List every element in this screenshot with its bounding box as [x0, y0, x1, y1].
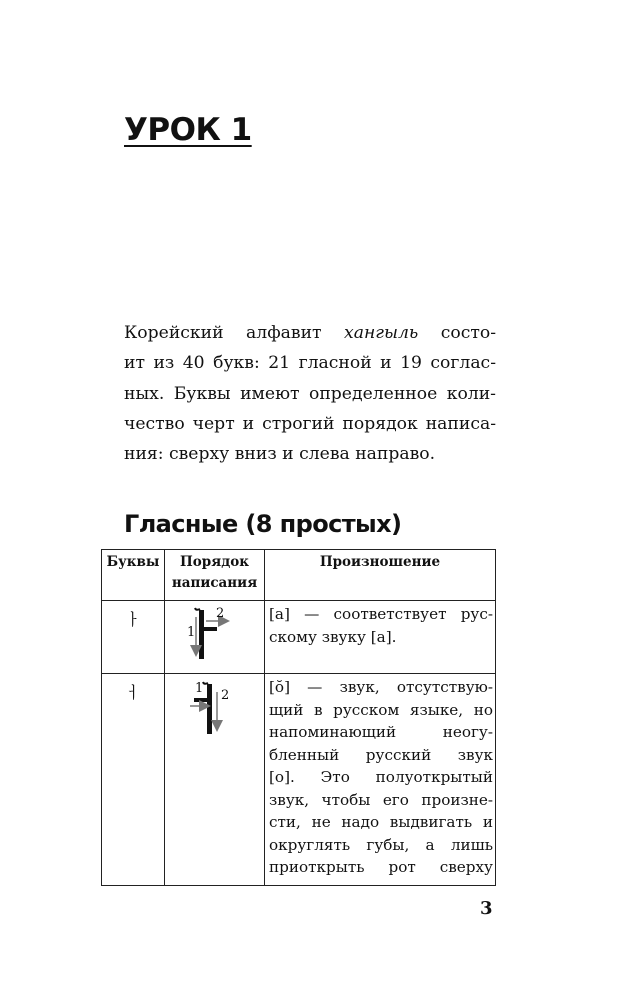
stroke-number-2: 2 [221, 688, 230, 703]
intro-paragraph [124, 318, 496, 469]
section-title: Гласные (8 простых) [124, 510, 402, 538]
intro-line-1: Корейский алфавит хангыль состо- [124, 323, 496, 343]
stroke-order-a [165, 601, 265, 674]
header-letters: Буквы [102, 550, 165, 601]
horizontal-stroke [204, 627, 217, 631]
vertical-stroke [207, 684, 212, 734]
stroke-number-1: 1 [195, 681, 204, 696]
intro-line-4: чество черт и строгий порядок написа- [124, 413, 496, 434]
stroke-order-diagram-eo [165, 674, 265, 754]
hangul-term: хангыль [344, 323, 419, 343]
letter-a: ㅏ [102, 601, 165, 674]
intro-line-2: ит из 40 букв: 21 гласной и 19 соглас- [124, 353, 496, 374]
table-row [102, 674, 496, 886]
stroke-order-eo [165, 674, 265, 886]
header-pronunciation: Произношение [265, 550, 496, 601]
stroke-order-diagram-a [165, 601, 265, 667]
horizontal-stroke [194, 698, 207, 702]
letter-eo: ㅓ [102, 674, 165, 886]
vowels-table [101, 549, 496, 886]
header-order: Порядок написания [165, 550, 265, 601]
vertical-stroke [199, 610, 204, 659]
page-number: 3 [480, 898, 493, 919]
lesson-title: УРОК 1 [124, 112, 252, 148]
table-row [102, 601, 496, 674]
stroke-number-1: 1 [187, 625, 196, 640]
stroke-number-2: 2 [216, 606, 225, 621]
pronunciation-a: [а] — соответствует рус- скому звуку [а]. [265, 601, 496, 674]
table-header-row [102, 550, 496, 601]
intro-line-5: ния: сверху вниз и слева направо. [124, 444, 436, 465]
intro-line-3: ных. Буквы имеют определенное коли- [124, 383, 496, 404]
pronunciation-eo: [ŏ] — звук, отсутствую- щий в русском языке, но напоминающий неогу- бленный русский звук [о]. Это полуоткрытый звук, чтобы его произне- сти, не надо выдвигать и округлять губы, а лишь приоткрыть рот сверху [265, 674, 496, 886]
